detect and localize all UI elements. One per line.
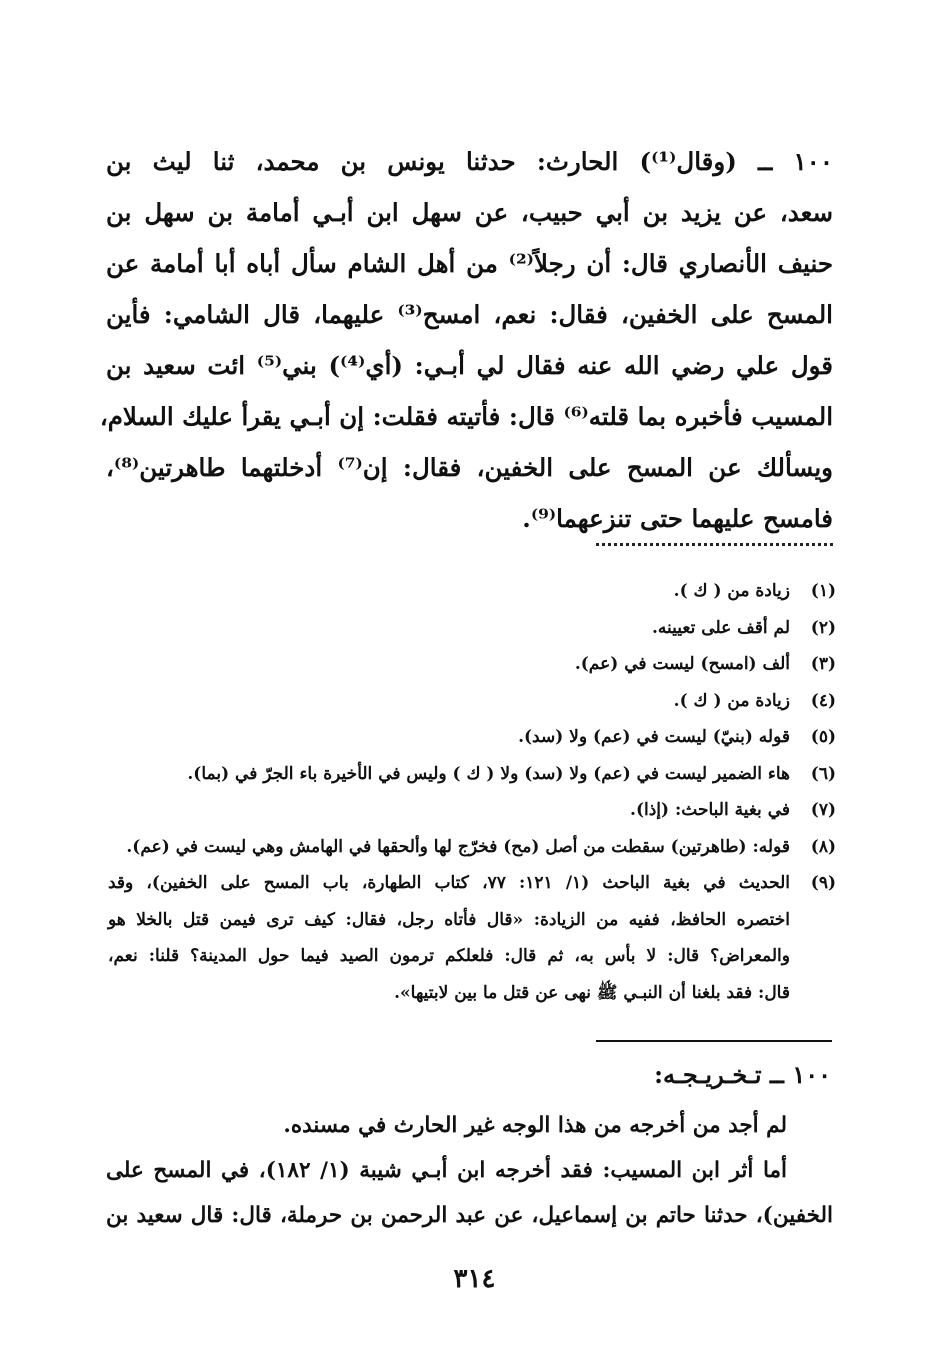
footnote-text: زيادة من ( ك ). [673, 581, 790, 601]
main-text-line: سعد، عن يزيد بن أبي حبيب، عن سهل ابن أبـي أمامة بن سهل بن [106, 198, 833, 227]
footnote-number: (٦) [810, 763, 836, 784]
footnote [108, 683, 836, 720]
footnote [108, 719, 836, 756]
footnote-number: (٨) [810, 836, 836, 857]
main-text-line: حنيف الأنصاري قال: أن رجلاً⁽²⁾ من أهل الشام سأل أباه أبا أمامة عن [106, 249, 833, 278]
footnote-number: (٩) [810, 873, 836, 893]
main-text-line: قول علي رضي الله عنه فقال لي أبـي: (أي⁽⁴⁾) بني⁽⁵⁾ ائت سعيد بن [106, 351, 833, 380]
footnote-text: اختصره الحافظ، ففيه من الزيادة: «قال فأتاه رجل، فقال: كيف ترى فيمن قتل بالخلا هو [108, 909, 790, 930]
main-text-line: المسح على الخفين، فقال: نعم، امسح⁽³⁾ عليهما، قال الشامي: فأين [106, 300, 833, 329]
footnote [108, 792, 836, 829]
footnote-number: (٤) [810, 690, 836, 711]
footnote-text: في بغية الباحث: (إذا). [630, 800, 790, 820]
footnote [108, 829, 836, 866]
footnote-text: والمعراض؟ قال: لا بأس به، ثم قال: فلعلكم ترمون الصيد فيما حول المدينة؟ قلنا: نعم، [108, 946, 790, 966]
takhrij-line: أما أثر ابن المسيب: فقد أخرجه ابن أبـي شيبة (١/ ١٨٢)، في المسح على [106, 1158, 787, 1183]
footnote-text: هاء الضمير ليست في (عم) ولا (سد) ولا ( ك ) وليس في الأخيرة باء الجرّ في (بما). [187, 763, 790, 784]
footnote [108, 573, 836, 610]
footnotes [108, 573, 836, 1011]
section-separator-line [596, 1040, 832, 1042]
footnote-number: (٣) [810, 654, 836, 674]
footnote-text: ألف (امسح) ليست في (عم). [574, 654, 790, 674]
main-text-line: ١٠٠ ــ (وقال⁽¹⁾) الحارث: حدثنا يونس بن محمد، ثنا ليث بن [106, 147, 833, 176]
page-number: ٣١٤ [453, 1264, 496, 1294]
footnote [108, 610, 836, 647]
takhrij-line: لم أجد من أخرجه من هذا الوجه غير الحارث في مسنده. [283, 1113, 787, 1138]
footnote-text: قوله (بنيّ) ليست في (عم) ولا (سد). [518, 727, 790, 747]
footnote-text: قال: فقد بلغنا أن النبـي ﷺ نهى عن قتل ما بين لابتيها». [394, 982, 790, 1003]
footnote-text: زيادة من ( ك ). [673, 690, 790, 711]
main-text-line: فامسح عليهما حتى تنزعهما⁽⁹⁾. [522, 504, 833, 533]
footnote-number: (١) [810, 581, 836, 601]
main-hadith-text [99, 136, 833, 544]
footnote-text: لم أقف على تعيينه. [652, 617, 790, 638]
main-text-line: المسيب فأخبره بما قلته⁽⁶⁾ قال: فأتيته فقلت: إن أبـي يقرأ عليك السلام، [99, 402, 833, 431]
footnote [108, 756, 836, 793]
footnote [108, 646, 836, 683]
footnote-number: (٢) [810, 617, 836, 638]
main-text-line: ويسألك عن المسح على الخفين، فقال: إن⁽⁷⁾ أدخلتهما طاهرتين⁽⁸⁾، [106, 453, 833, 482]
takhrij-line: الخفين)، حدثنا حاتم بن إسماعيل، عن عبد الرحمن بن حرملة، قال: قال سعيد بن [106, 1203, 833, 1228]
footnote [108, 865, 836, 1011]
footnote-number: (٥) [810, 727, 836, 747]
footnote-number: (٧) [810, 800, 836, 820]
footnote-separator-dotted [596, 543, 833, 556]
takhrij-text [106, 1103, 833, 1238]
footnote-text: الحديث في بغية الباحث (١/ ١٢١: ٧٧، كتاب الطهارة، باب المسح على الخفين)، وقد [108, 873, 790, 893]
takhrij-heading: ١٠٠ ــ تـخـريـجـه: [654, 1060, 831, 1089]
footnote-text: قوله: (طاهرتين) سقطت من أصل (مح) فخرّج لها وألحقها في الهامش وهي ليست في (عم). [126, 836, 790, 857]
